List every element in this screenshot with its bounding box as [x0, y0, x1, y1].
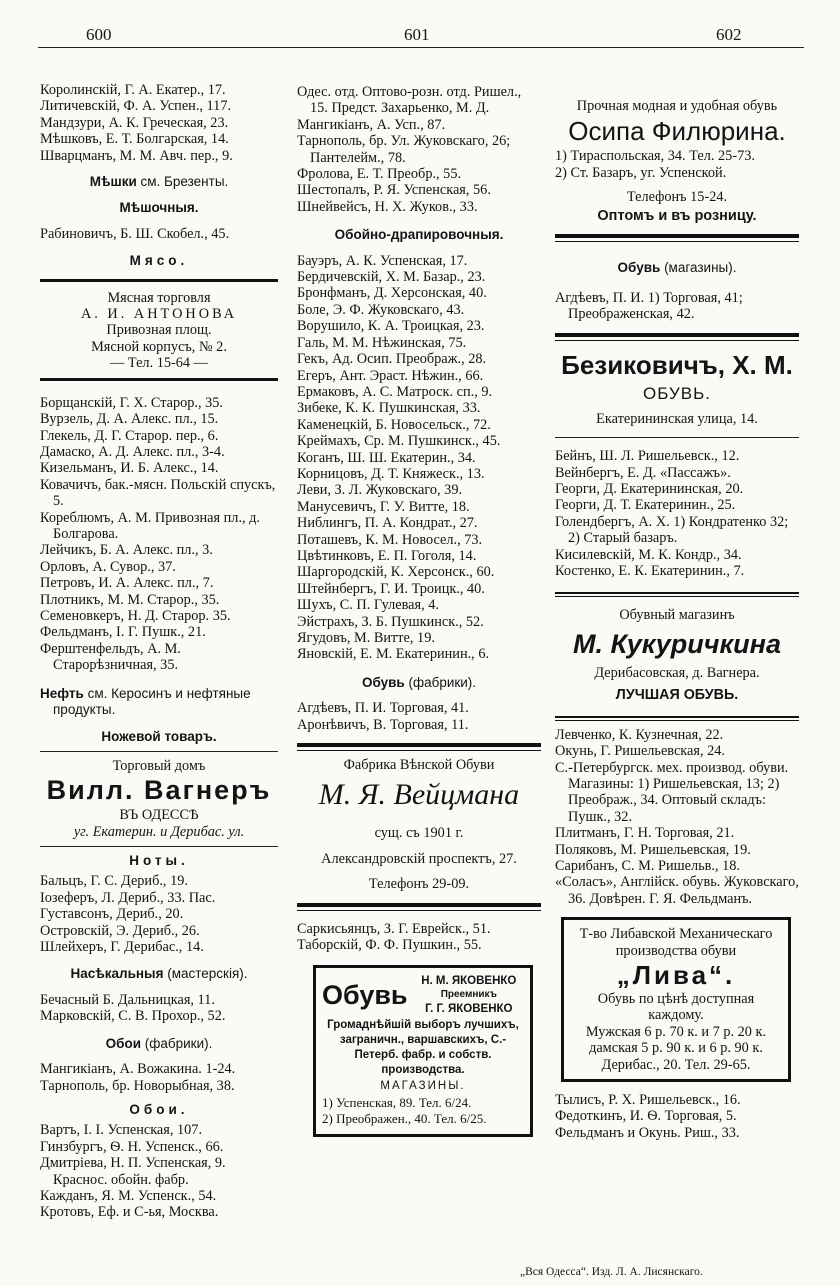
- ad-text: Прочная модная и удобная обувь: [576, 98, 778, 114]
- divider: [555, 437, 799, 438]
- list-item: Бейнъ, Ш. Л. Ришельевск., 12.: [555, 448, 740, 465]
- ad-veitsman: [297, 757, 541, 893]
- ad-bezikovich: [555, 347, 799, 427]
- list-item: Ягудовъ, М. Витте, 19.: [297, 630, 435, 646]
- list-item: Вейнбергъ, Е. Д. «Пассажъ».: [555, 464, 731, 481]
- column-middle: [297, 84, 541, 1137]
- ad-text: Александровскій проспектъ, 27.: [321, 850, 517, 867]
- list-item: Бронфманъ, Д. Херсонская, 40.: [297, 285, 487, 302]
- ad-text: дамская 5 р. 90 к. и 6 р. 90 к.: [589, 1040, 763, 1057]
- list-item: Одес. отд. Оптово-розн. отд. Ришел., 15. Предст. Захарьенко, М. Д.: [297, 84, 522, 117]
- list-item: С.-Петербургск. мех. производ. обуви. Магазины: 1) Ришельевская, 13; 2) Преображ., 34. Оптовый складъ: Пушк., 32.: [555, 759, 789, 825]
- section-heading-obuv-mag: [555, 260, 799, 276]
- ad-title: Вилл. Вагнеръ: [46, 775, 272, 806]
- list-item: Яновскій, Е. М. Екатеринин., 6.: [297, 646, 490, 663]
- list-item: Бечасный Б. Дальницкая, 11.: [40, 991, 215, 1008]
- ad-text: Мясной корпусъ, № 2.: [91, 338, 227, 355]
- list-item: Кротовъ, Еф. и С-ья, Москва.: [40, 1204, 219, 1221]
- entry-list: [40, 873, 278, 955]
- list-item: Ермаковъ, А. С. Матроск. сп., 9.: [297, 383, 493, 400]
- list-item: Сарибанъ, С. М. Ришельв., 18.: [555, 857, 740, 874]
- list-item: Ниблингъ, П. А. Кондрат., 27.: [297, 515, 478, 532]
- entry-list: [555, 1092, 799, 1141]
- list-item: Боле, Э. Ф. Жуковскаго, 43.: [297, 301, 465, 318]
- ad-header: [322, 974, 524, 1016]
- ad-text: Обувный магазинъ: [619, 606, 735, 623]
- ad-text: Громаднѣйшій выборъ лучшихъ, заграничн., варшавскихъ, С.-Петерб. фабр. и собств. производства.: [327, 1019, 519, 1077]
- entry-list: [40, 992, 278, 1025]
- list-item: Манусевичъ, Г. У. Витте, 18.: [297, 498, 470, 515]
- list-item: Шухъ, С. П. Гулевая, 4.: [297, 597, 439, 614]
- list-item: Іозеферъ, Л. Дериб., 33. Пас.: [40, 889, 216, 906]
- ad-text: Оптомъ и въ розницу.: [597, 207, 757, 224]
- ad-text: Обувь по цѣнѣ доступная каждому.: [597, 991, 755, 1024]
- ad-filyurin: [555, 98, 799, 226]
- ad-text: Мясная торговля: [107, 289, 211, 306]
- list-item: Бердичевскій, Х. М. Базар., 23.: [297, 269, 486, 286]
- ad-text: 2) Ст. Базаръ, уг. Успенской.: [555, 164, 727, 181]
- divider: [555, 333, 799, 341]
- ad-name: Н. М. ЯКОВЕНКО: [421, 975, 517, 988]
- ad-wagner: [40, 758, 278, 840]
- ad-text: 2) Преображен., 40. Тел. 6/25.: [322, 1111, 487, 1127]
- list-item: Саркисьянцъ, З. Г. Еврейск., 51.: [297, 920, 491, 937]
- entry-list: [297, 921, 541, 954]
- list-item: Фельдманъ и Окунь. Риш., 33.: [555, 1124, 740, 1141]
- list-item: Костенко, Е. К. Екатеринин., 7.: [555, 563, 745, 580]
- entry-list: [555, 290, 799, 323]
- list-item: Гекъ, Ад. Осип. Преображ., 28.: [297, 351, 487, 368]
- list-item: Мангикіанъ, А. Вожакина. 1-24.: [40, 1061, 236, 1078]
- list-item: Вартъ, І. І. Успенская, 107.: [40, 1122, 203, 1139]
- list-item: Мандзури, А. К. Греческая, 23.: [40, 114, 229, 131]
- list-item: Корницовъ, Д. Т. Княжеск., 13.: [297, 465, 485, 482]
- ad-text: Дерибас., 20. Тел. 29-65.: [601, 1056, 751, 1073]
- list-item: Шлейхеръ, Г. Дерибас., 14.: [40, 939, 204, 956]
- ad-text: ОБУВЬ.: [642, 383, 711, 403]
- header-rule: [38, 47, 804, 48]
- list-item: Фельдманъ, І. Г. Пушк., 21.: [40, 624, 206, 641]
- list-item: Марковскій, С. В. Прохор., 52.: [40, 1008, 226, 1025]
- ad-text: сущ. съ 1901 г.: [374, 825, 464, 842]
- list-item: Георги, Д. Екатерининская, 20.: [555, 481, 744, 498]
- list-item: Галь, М. М. Нѣжинская, 75.: [297, 334, 467, 351]
- list-item: Ворушило, К. А. Троицкая, 23.: [297, 318, 485, 335]
- list-item: Агдѣевъ, П. И. 1) Торговая, 41; Преображенская, 42.: [555, 290, 743, 323]
- divider: [297, 743, 541, 751]
- column-left: [40, 82, 278, 1221]
- list-item: Петровъ, И. А. Алекс. пл., 7.: [40, 575, 214, 592]
- entry-list: [40, 1122, 278, 1220]
- list-item: Борщанскій, Г. Х. Старор., 35.: [40, 394, 224, 411]
- crossref-text: см. Брезенты.: [136, 174, 229, 190]
- list-item: Георги, Д. Т. Екатеринин., 25.: [555, 497, 736, 514]
- list-item: Тарнополь, бр. Новорыбная, 38.: [40, 1077, 235, 1094]
- list-item: Федоткинъ, И. Ѳ. Торговая, 5.: [555, 1108, 737, 1125]
- list-item: Мѣшковъ, Е. Т. Болгарская, 14.: [40, 131, 229, 148]
- list-item: Островскій, Э. Дериб., 26.: [40, 922, 200, 939]
- crossref-neft: [40, 686, 278, 719]
- list-item: Плотникъ, М. М. Старор., 35.: [40, 591, 220, 608]
- page-number-right: 602: [716, 25, 742, 44]
- divider: [40, 751, 278, 752]
- divider: [297, 903, 541, 911]
- section-heading-nozhevoy: Ножевой товаръ.: [101, 729, 217, 745]
- list-item: Рабиновичъ, Б. Ш. Скобел., 45.: [40, 225, 230, 242]
- list-item: Кореблюмъ, А. М. Привозная пл., д. Болгарова.: [40, 509, 261, 542]
- heading-term: Обои: [105, 1035, 142, 1051]
- ad-text: 1) Успенская, 89. Тел. 6/24.: [322, 1094, 472, 1110]
- divider: [555, 234, 799, 242]
- list-item: Ковачичъ, бак.-мясн. Польскій спускъ, 5.: [40, 476, 276, 510]
- list-item: Дамаско, А. Д. Алекс. пл., 3-4.: [40, 443, 225, 460]
- section-heading-obuv-fab: [297, 675, 541, 691]
- list-item: Штейнбергъ, Г. И. Троицк., 40.: [297, 580, 485, 597]
- list-item: Плитманъ, Г. Н. Торговая, 21.: [555, 825, 735, 842]
- list-item: Цвѣтинковъ, Е. П. Гоголя, 14.: [297, 547, 477, 564]
- section-heading-noty: Ноты.: [129, 853, 189, 869]
- ad-text: ВЪ ОДЕССѢ: [119, 807, 199, 824]
- ad-text: Преемникъ: [440, 989, 497, 1001]
- list-item: Поляковъ, М. Ришельевская, 19.: [555, 841, 751, 858]
- list-item: Глекель, Д. Г. Старор. пер., 6.: [40, 427, 219, 444]
- list-item: Орловъ, А. Сувор., 37.: [40, 558, 176, 575]
- ad-text: Привозная площ.: [106, 322, 212, 339]
- page-number-middle: 601: [404, 25, 430, 44]
- divider: [40, 378, 278, 381]
- ad-title: „Лива“.: [616, 960, 736, 990]
- ad-title: Обувь: [322, 980, 408, 1011]
- entry-list: [40, 1061, 278, 1094]
- ad-text: Дерибасовская, д. Вагнера.: [594, 664, 760, 681]
- ad-name: Г. Г. ЯКОВЕНКО: [425, 1003, 513, 1016]
- entry-list: [40, 82, 278, 164]
- list-item: «Соласъ», Англійск. обувь. Жуковскаго, 36. Довѣрен. Г. Я. Фельдманъ.: [555, 874, 799, 907]
- list-item: Креймахъ, Ср. М. Пушкинск., 45.: [297, 433, 501, 450]
- list-item: Кизельманъ, И. Б. Алекс., 14.: [40, 460, 219, 477]
- list-item: Зибеке, К. К. Пушкинская, 33.: [297, 400, 481, 417]
- entry-list: [297, 700, 541, 733]
- divider: [555, 716, 799, 721]
- list-item: Фролова, Е. Т. Преобр., 55.: [297, 166, 462, 183]
- ad-title: Осипа Филюрина.: [568, 116, 786, 147]
- list-item: Семеновкеръ, Н. Д. Старор. 35.: [40, 607, 231, 624]
- list-item: Королинскій, Г. А. Екатер., 17.: [40, 82, 226, 98]
- list-item: Шнейвейсъ, Н. Х. Жуков., 33.: [297, 198, 478, 215]
- ad-kukurichkin: [555, 607, 799, 704]
- heading-note: (мастерскія).: [163, 966, 248, 982]
- list-item: Шаргородскій, К. Херсонск., 60.: [297, 564, 495, 581]
- list-item: Тарнополь, бр. Ул. Жуковскаго, 26; Пантелейм., 78.: [297, 133, 511, 166]
- list-item: Окунь, Г. Ришельевская, 24.: [555, 743, 725, 760]
- list-item: Агдѣевъ, П. И. Торговая, 41.: [297, 700, 469, 717]
- divider: [40, 846, 278, 847]
- list-item: Тылисъ, Р. Х. Ришельевск., 16.: [555, 1092, 741, 1109]
- list-item: Бауэръ, А. К. Успенская, 17.: [297, 252, 468, 269]
- ad-title: М. Я. Вейцмана: [318, 778, 520, 812]
- entry-list: [297, 84, 541, 215]
- list-item: Бальцъ, Г. С. Дериб., 19.: [40, 873, 188, 890]
- column-right: [555, 98, 799, 1141]
- list-item: Ферштенфельдъ, А. М. Старорѣзничная, 35.: [40, 640, 181, 674]
- heading-note: (магазины).: [660, 259, 737, 275]
- page-number-left: 600: [86, 25, 112, 44]
- list-item: Таборскій, Ф. Ф. Пушкин., 55.: [297, 937, 482, 954]
- list-item: Левченко, К. Кузнечная, 22.: [555, 726, 724, 743]
- section-heading-oboi-fab: [40, 1036, 278, 1052]
- ad-text: Телефонъ 29-09.: [368, 876, 470, 893]
- entry-list: [555, 727, 799, 907]
- ad-text: МАГАЗИНЫ.: [380, 1080, 466, 1093]
- list-item: Аронѣвичъ, В. Торговая, 11.: [297, 716, 469, 733]
- list-item: Егеръ, Ант. Эраст. Нѣжин., 66.: [297, 367, 484, 384]
- ad-yakovenko: [313, 965, 533, 1136]
- heading-note: (фабрики).: [141, 1035, 213, 1051]
- list-item: Литичевскій, Ф. А. Успен., 117.: [40, 98, 232, 115]
- list-item: Каменецкій, Б. Новосельск., 72.: [297, 416, 491, 433]
- list-item: Кисилевскій, М. К. Кондр., 34.: [555, 546, 742, 563]
- heading-term: Обувь: [617, 259, 661, 275]
- ad-text: Мужская 6 р. 70 к. и 7 р. 20 к.: [585, 1023, 767, 1040]
- ad-liva: [561, 917, 791, 1082]
- crossref-term: Нефть: [40, 685, 84, 701]
- ad-text: ЛУЧШАЯ ОБУВЬ.: [615, 687, 739, 704]
- list-item: Мангикіанъ, А. Усп., 87.: [297, 116, 446, 133]
- divider: [40, 279, 278, 282]
- ad-text: Т-во Либавской Механическаго производства обуви: [579, 926, 773, 959]
- list-item: Поташевъ, К. М. Новосел., 73.: [297, 531, 483, 548]
- list-item: Вурзель, Д. А. Алекс. пл., 15.: [40, 411, 219, 428]
- section-heading-meshochnaya: Мѣшочныя.: [119, 200, 199, 216]
- ad-text: Фабрика Вѣнской Обуви: [343, 757, 495, 774]
- ad-text: 1) Тираспольская, 34. Тел. 25-73.: [555, 148, 755, 165]
- list-item: Эйстрахъ, З. Б. Пушкинск., 52.: [297, 613, 484, 630]
- heading-term: Насѣкальныя: [70, 966, 164, 982]
- entry-list: [297, 253, 541, 663]
- ad-text: Торговый домъ: [112, 757, 206, 774]
- crossref-text: см. Керосинъ и нефтяные продукты.: [53, 685, 251, 717]
- publisher-footer: „Вся Одесса“. Изд. Л. А. Лисянскаго.: [520, 1266, 703, 1278]
- crossref-meshki: [40, 174, 278, 190]
- list-item: Кажданъ, Я. М. Успенск., 54.: [40, 1187, 217, 1204]
- ad-text: уг. Екатерин. и Дерибас. ул.: [73, 823, 245, 840]
- section-heading-nasek: [40, 966, 278, 982]
- entry-list: [555, 448, 799, 579]
- section-heading-oboyno: Обойно-драпировочныя.: [334, 227, 504, 243]
- section-heading-myaso: Мясо.: [129, 253, 189, 269]
- ad-title: Безиковичъ, Х. М.: [561, 349, 793, 380]
- crossref-term: Мѣшки: [89, 174, 137, 190]
- ad-title: А. И. АНТОНОВА: [80, 306, 238, 323]
- list-item: Коганъ, Ш. Ш. Екатерин., 34.: [297, 449, 476, 466]
- list-item: Дмитріева, Н. П. Успенская, 9. Краснос. обойн. фабр.: [40, 1155, 226, 1188]
- ad-text: — Тел. 15-64 —: [110, 355, 208, 372]
- list-item: Шварцманъ, М. М. Авч. пер., 9.: [40, 147, 233, 164]
- section-heading-oboi: Обои.: [129, 1101, 189, 1117]
- list-item: Лейчикъ, Б. А. Алекс. пл., 3.: [40, 542, 213, 559]
- heading-term: Обувь: [361, 674, 405, 690]
- list-item: Леви, З. Л. Жуковскаго, 39.: [297, 482, 463, 499]
- ad-antonova: [40, 290, 278, 372]
- divider: [555, 592, 799, 597]
- heading-note: (фабрики).: [404, 674, 477, 690]
- list-item: Шестопалъ, Р. Я. Успенская, 56.: [297, 182, 491, 199]
- list-item: Густавсонъ, Дериб., 20.: [40, 906, 184, 923]
- list-item: Голендбергъ, А. Х. 1) Кондратенко 32; 2) Старый базаръ.: [555, 513, 789, 547]
- ad-title: М. Кукуричкина: [572, 628, 781, 659]
- ad-text: Екатерининская улица, 14.: [596, 410, 758, 427]
- list-item: Гинзбургъ, Ѳ. Н. Успенск., 66.: [40, 1138, 224, 1155]
- ad-text: Телефонъ 15-24.: [626, 189, 728, 206]
- entry-list: [40, 395, 278, 674]
- ad-names: [414, 974, 524, 1016]
